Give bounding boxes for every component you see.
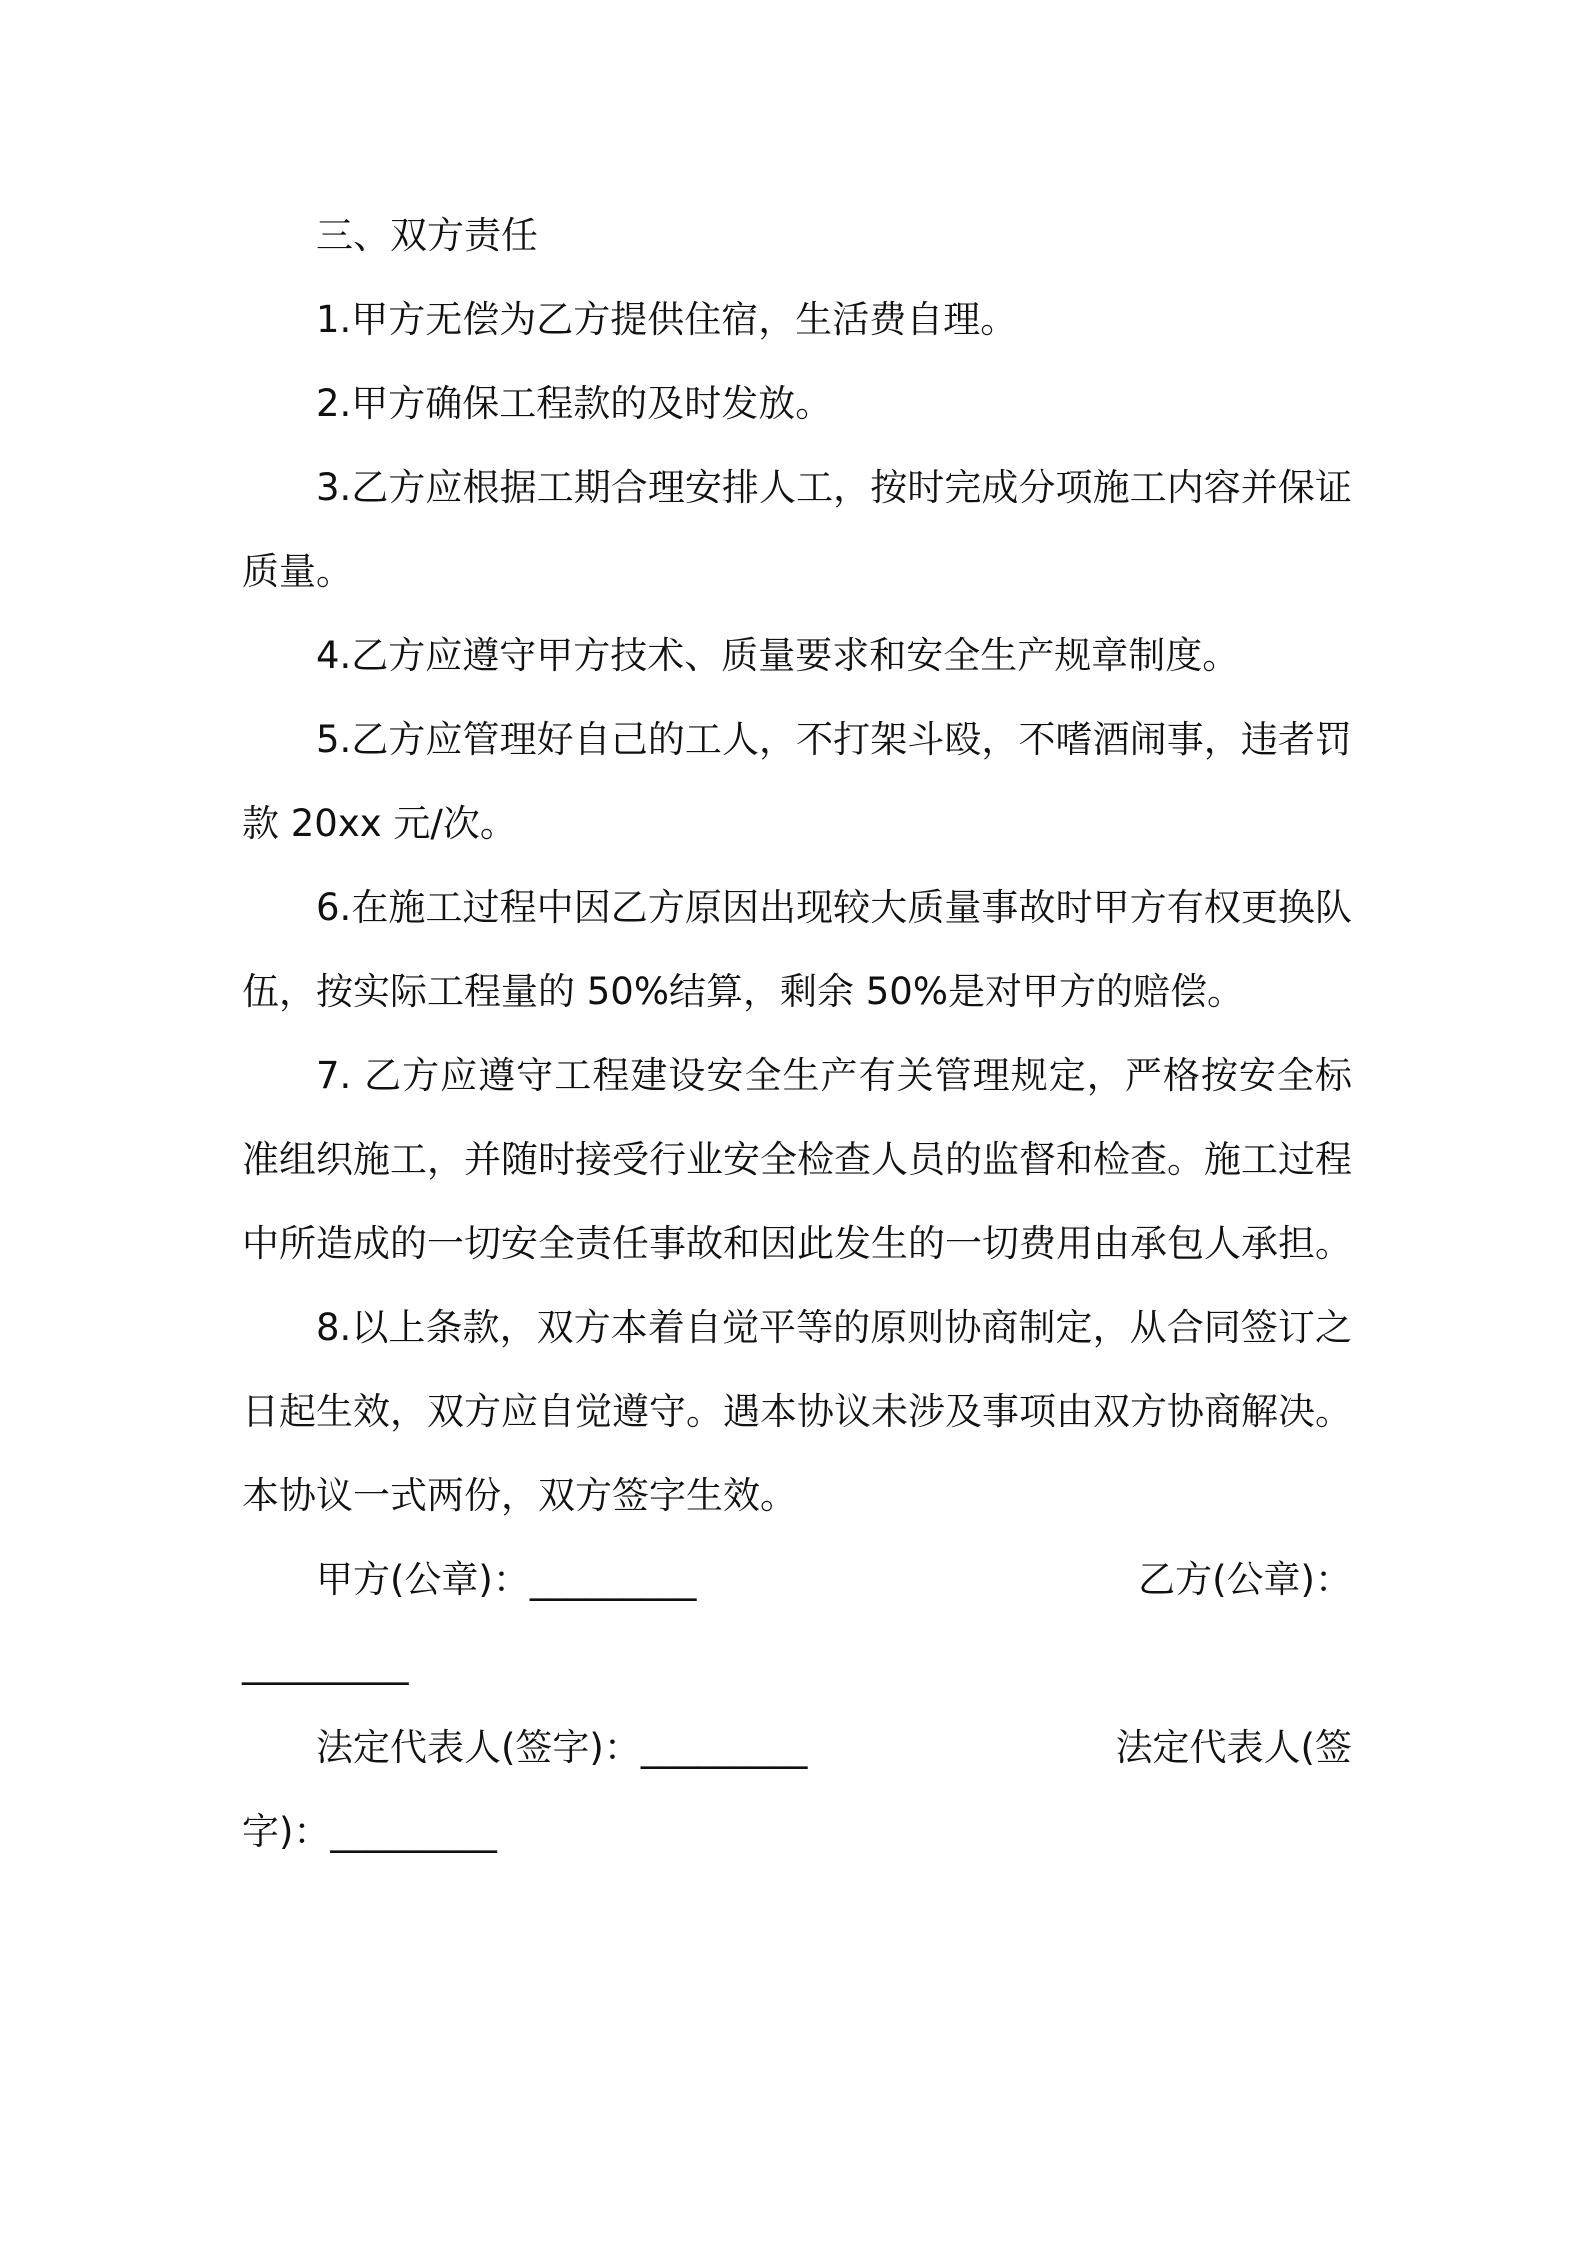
clause-4: 4.乙方应遵守甲方技术、质量要求和安全生产规章制度。: [316, 634, 1240, 677]
party-b-seal-line: 乙方(公章)：: [1138, 1558, 1352, 1601]
party-b-representative-line: 法定代表人(签: [1115, 1726, 1352, 1769]
party-a-representative-line: 法定代表人(签字)：_________: [316, 1726, 808, 1769]
representative-signature-row: [242, 1706, 1352, 1790]
party-a-seal-line: 甲方(公章)：_________: [316, 1558, 697, 1601]
clause-3: 3.乙方应根据工期合理安排人工，按时完成分项施工内容并保证质量。: [242, 466, 1352, 593]
clause-8: 8.以上条款，双方本着自觉平等的原则协商制定，从合同签订之日起生效，双方应自觉遵守。遇本协议未涉及事项由双方协商解决。本协议一式两份，双方签字生效。: [242, 1306, 1352, 1517]
document-body: [242, 194, 1352, 1874]
clause-5: 5.乙方应管理好自己的工人，不打架斗殴，不嗜酒闹事，违者罚款 20xx 元/次。: [242, 718, 1352, 845]
party-b-seal-blank: _________: [242, 1642, 409, 1685]
clause-6: 6.在施工过程中因乙方原因出现较大质量事故时甲方有权更换队伍，按实际工程量的 50%结算，剩余 50%是对甲方的赔偿。: [242, 886, 1352, 1013]
clause-7: 7. 乙方应遵守工程建设安全生产有关管理规定，严格按安全标准组织施工，并随时接受行业安全检查人员的监督和检查。施工过程中所造成的一切安全责任事故和因此发生的一切费用由承包人承担。: [242, 1054, 1352, 1265]
party-b-representative-blank: 字)：_________: [242, 1810, 497, 1853]
clause-1: 1.甲方无偿为乙方提供住宿，生活费自理。: [316, 298, 1018, 341]
seal-signature-row: [242, 1538, 1352, 1622]
clause-2: 2.甲方确保工程款的及时发放。: [316, 382, 833, 425]
section-title: 三、双方责任: [316, 214, 538, 257]
